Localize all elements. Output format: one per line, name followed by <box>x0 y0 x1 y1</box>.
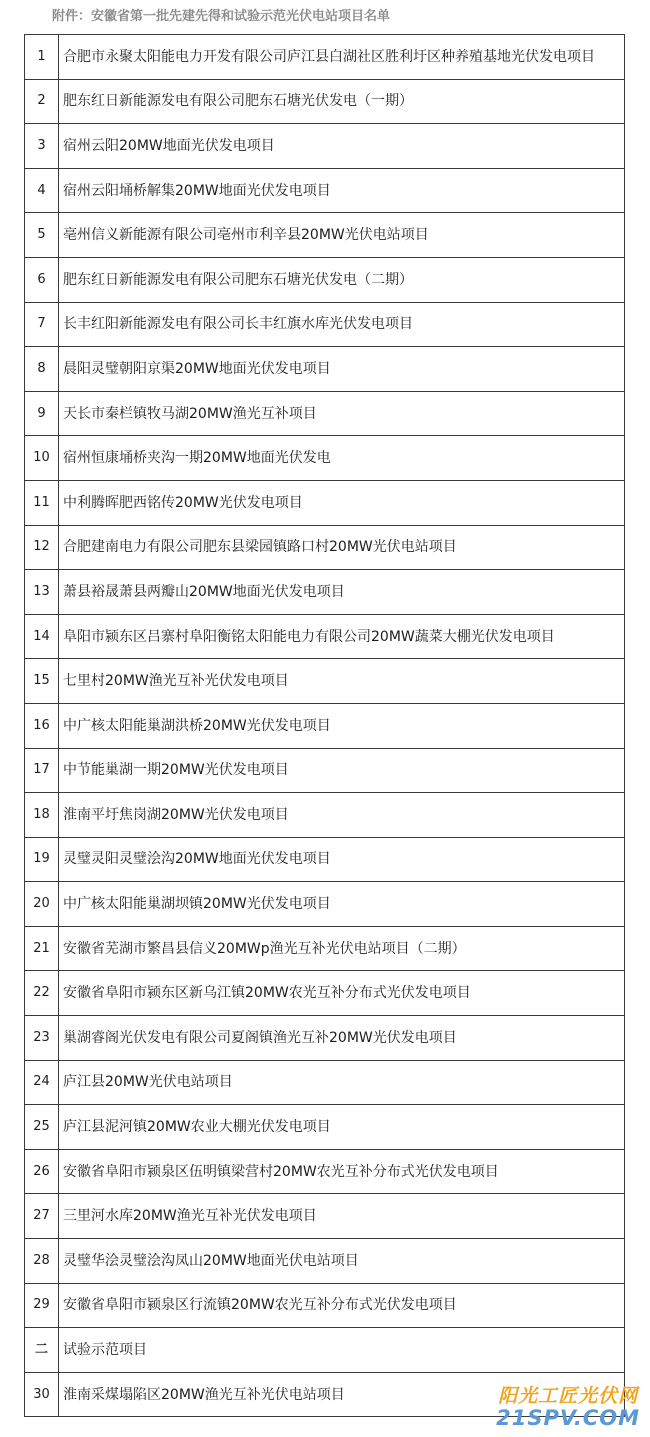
row-number: 24 <box>25 1060 59 1105</box>
table-row <box>25 436 625 481</box>
table-row <box>25 1016 625 1061</box>
project-name: 合肥市永聚太阳能电力开发有限公司庐江县白湖社区胜利圩区种养殖基地光伏发电项目 <box>59 35 625 80</box>
project-name: 阜阳市颍东区吕寨村阜阳衡铭太阳能电力有限公司20MW蔬菜大棚光伏发电项目 <box>59 614 625 659</box>
table-row <box>25 1239 625 1284</box>
project-name: 长丰红阳新能源发电有限公司长丰红旗水库光伏发电项目 <box>59 302 625 347</box>
project-name: 肥东红日新能源发电有限公司肥东石塘光伏发电（一期） <box>59 79 625 124</box>
table-row <box>25 1149 625 1194</box>
table-row <box>25 168 625 213</box>
project-name: 中利腾晖肥西铭传20MW光伏发电项目 <box>59 480 625 525</box>
row-number: 4 <box>25 168 59 213</box>
project-name: 灵璧华浍灵璧浍沟凤山20MW地面光伏电站项目 <box>59 1239 625 1284</box>
project-name: 中广核太阳能巢湖洪桥20MW光伏发电项目 <box>59 703 625 748</box>
row-number: 11 <box>25 480 59 525</box>
row-number: 19 <box>25 837 59 882</box>
project-name: 宿州云阳20MW地面光伏发电项目 <box>59 124 625 169</box>
row-number: 7 <box>25 302 59 347</box>
table-row <box>25 1283 625 1328</box>
row-number: 3 <box>25 124 59 169</box>
site-watermark <box>496 1387 640 1429</box>
table-row <box>25 659 625 704</box>
row-number: 30 <box>25 1372 59 1417</box>
row-number: 14 <box>25 614 59 659</box>
project-name: 安徽省阜阳市颍东区新乌江镇20MW农光互补分布式光伏发电项目 <box>59 971 625 1016</box>
row-number: 6 <box>25 257 59 302</box>
table-row <box>25 79 625 124</box>
table-row <box>25 882 625 927</box>
project-name: 萧县裕晟萧县两瓣山20MW地面光伏发电项目 <box>59 570 625 615</box>
row-number: 8 <box>25 347 59 392</box>
row-number: 10 <box>25 436 59 481</box>
project-name: 淮南平圩焦岗湖20MW光伏发电项目 <box>59 793 625 838</box>
table-row <box>25 347 625 392</box>
row-number: 1 <box>25 35 59 80</box>
project-name: 巢湖睿阁光伏发电有限公司夏阁镇渔光互补20MW光伏发电项目 <box>59 1016 625 1061</box>
table-row <box>25 926 625 971</box>
table-row <box>25 793 625 838</box>
row-number: 23 <box>25 1016 59 1061</box>
project-name: 三里河水库20MW渔光互补光伏发电项目 <box>59 1194 625 1239</box>
row-number: 16 <box>25 703 59 748</box>
table-row <box>25 837 625 882</box>
table-row <box>25 1105 625 1150</box>
project-list-table <box>24 34 625 1417</box>
section-row <box>25 1328 625 1373</box>
table-row <box>25 971 625 1016</box>
table-row <box>25 703 625 748</box>
project-name: 庐江县泥河镇20MW农业大棚光伏发电项目 <box>59 1105 625 1150</box>
document-title: 附件：安徽省第一批先建先得和试验示范光伏电站项目名单 <box>52 9 391 24</box>
table-row <box>25 614 625 659</box>
project-name: 安徽省芜湖市繁昌县信义20MWp渔光互补光伏电站项目（二期） <box>59 926 625 971</box>
row-number: 29 <box>25 1283 59 1328</box>
project-name: 灵璧灵阳灵璧浍沟20MW地面光伏发电项目 <box>59 837 625 882</box>
project-name: 安徽省阜阳市颍泉区行流镇20MW农光互补分布式光伏发电项目 <box>59 1283 625 1328</box>
project-name: 天长市秦栏镇牧马湖20MW渔光互补项目 <box>59 391 625 436</box>
table-row <box>25 1060 625 1105</box>
row-number: 28 <box>25 1239 59 1284</box>
row-number: 2 <box>25 79 59 124</box>
table-row <box>25 525 625 570</box>
table-row <box>25 748 625 793</box>
project-name: 中节能巢湖一期20MW光伏发电项目 <box>59 748 625 793</box>
table-row <box>25 35 625 80</box>
table-row <box>25 124 625 169</box>
section-number: 二 <box>25 1328 59 1373</box>
project-name: 宿州云阳埇桥解集20MW地面光伏发电项目 <box>59 168 625 213</box>
project-list-body <box>25 35 625 1417</box>
row-number: 26 <box>25 1149 59 1194</box>
project-name: 宿州恒康埇桥夹沟一期20MW地面光伏发电 <box>59 436 625 481</box>
row-number: 20 <box>25 882 59 927</box>
project-name: 合肥建南电力有限公司肥东县梁园镇路口村20MW光伏电站项目 <box>59 525 625 570</box>
project-name: 庐江县20MW光伏电站项目 <box>59 1060 625 1105</box>
project-name: 晨阳灵璧朝阳京渠20MW地面光伏发电项目 <box>59 347 625 392</box>
row-number: 22 <box>25 971 59 1016</box>
table-row <box>25 480 625 525</box>
project-name: 亳州信义新能源有限公司亳州市利辛县20MW光伏电站项目 <box>59 213 625 258</box>
row-number: 25 <box>25 1105 59 1150</box>
section-title: 试验示范项目 <box>59 1328 625 1373</box>
table-row <box>25 391 625 436</box>
row-number: 21 <box>25 926 59 971</box>
table-row <box>25 1194 625 1239</box>
project-name: 淮南采煤塌陷区20MW渔光互补光伏电站项目 <box>59 1372 625 1417</box>
row-number: 18 <box>25 793 59 838</box>
table-row <box>25 302 625 347</box>
row-number: 12 <box>25 525 59 570</box>
watermark-text: 阳光工匠光伏网 <box>498 1385 639 1408</box>
table-row <box>25 213 625 258</box>
row-number: 13 <box>25 570 59 615</box>
row-number: 9 <box>25 391 59 436</box>
table-row <box>25 257 625 302</box>
project-name: 中广核太阳能巢湖坝镇20MW光伏发电项目 <box>59 882 625 927</box>
table-row <box>25 570 625 615</box>
row-number: 5 <box>25 213 59 258</box>
project-name: 安徽省阜阳市颍泉区伍明镇梁营村20MW农光互补分布式光伏发电项目 <box>59 1149 625 1194</box>
watermark-url: 21SPV.COM <box>496 1405 640 1430</box>
row-number: 15 <box>25 659 59 704</box>
project-name: 七里村20MW渔光互补光伏发电项目 <box>59 659 625 704</box>
row-number: 27 <box>25 1194 59 1239</box>
row-number: 17 <box>25 748 59 793</box>
project-name: 肥东红日新能源发电有限公司肥东石塘光伏发电（二期） <box>59 257 625 302</box>
